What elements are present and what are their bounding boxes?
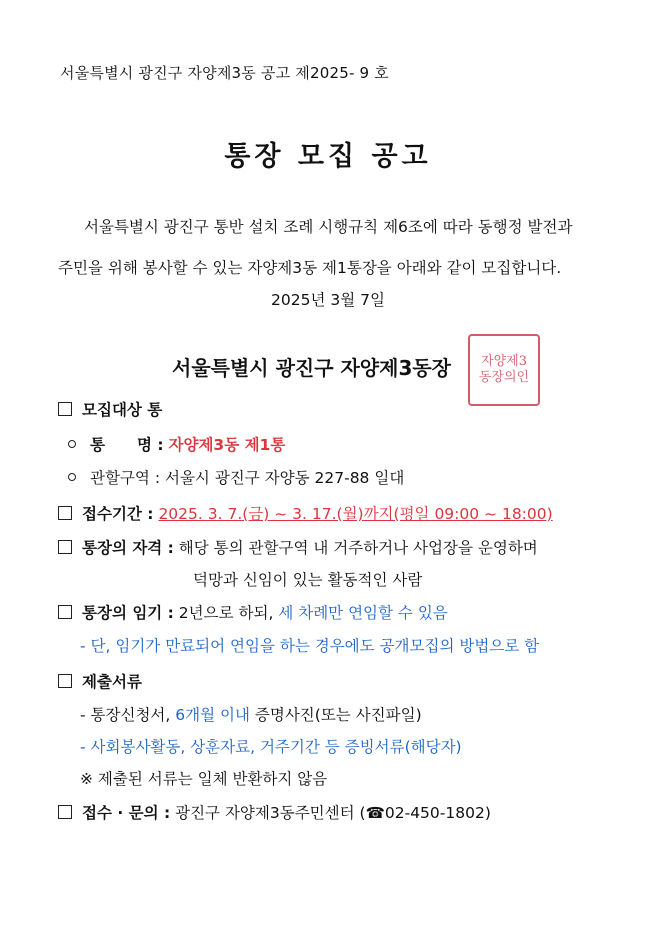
intro-line-2: 주민을 위해 봉사할 수 있는 자양제3동 제1통장을 아래와 같이 모집합니다.: [58, 259, 562, 277]
section-qualification: [58, 536, 538, 558]
documents-note: ※ 제출된 서류는 일체 반환하지 않음: [80, 770, 328, 788]
square-bullet-icon: [58, 402, 72, 416]
contact-label: 접수 · 문의 :: [82, 804, 171, 822]
term-value-b: 세 차례만 연임할 수 있음: [278, 604, 448, 622]
section-documents: [58, 670, 142, 692]
qualification-label: 통장의 자격 :: [82, 539, 174, 557]
district-value: 서울시 광진구 자양동 227-88 일대: [164, 469, 405, 487]
period-value: 2025. 3. 7.(금) ~ 3. 17.(월)까지(평일 09:00 ~ 18:00): [158, 505, 553, 523]
target-district-row: [68, 466, 404, 488]
documents-item-1: [80, 703, 422, 725]
district-label: 관할구역 :: [90, 469, 161, 487]
official-seal-stamp: [468, 334, 540, 406]
circle-bullet-icon: [68, 440, 76, 448]
documents-item-1-b: 6개월 이내: [175, 706, 250, 724]
contact-value: 광진구 자양제3동주민센터 (☎02-450-1802): [175, 804, 491, 822]
documents-label: 제출서류: [82, 673, 142, 691]
notice-number: 서울특별시 광진구 자양제3동 공고 제2025- 9 호: [60, 64, 389, 82]
term-value-a: 2년으로 하되,: [178, 604, 274, 622]
tong-label-b: 명 :: [136, 436, 164, 454]
seal-text-line-2: 동장의인: [478, 370, 530, 385]
seal-text-line-1: 자양제3: [481, 354, 527, 369]
documents-item-2: - 사회봉사활동, 상훈자료, 거주기간 등 증빙서류(해당자): [80, 738, 462, 756]
square-bullet-icon: [58, 540, 72, 554]
section-target-label: 모집대상 통: [82, 401, 163, 419]
tong-value: 자양제3동 제1통: [168, 436, 286, 454]
target-tong-row: [68, 433, 285, 455]
documents-item-1-a: - 통장신청서,: [80, 706, 171, 724]
section-contact: [58, 801, 491, 823]
intro-line-1: 서울특별시 광진구 통반 설치 조례 시행규칙 제6조에 따라 동행정 발전과: [84, 218, 573, 236]
period-label: 접수기간 :: [82, 505, 154, 523]
section-target: [58, 398, 162, 420]
section-term: [58, 601, 448, 623]
square-bullet-icon: [58, 805, 72, 819]
issuer-name: 서울특별시 광진구 자양제3동장: [172, 356, 452, 380]
square-bullet-icon: [58, 674, 72, 688]
circle-bullet-icon: [68, 473, 76, 481]
term-label: 통장의 임기 :: [82, 604, 174, 622]
term-note: - 단, 임기가 만료되어 연임을 하는 경우에도 공개모집의 방법으로 함: [80, 637, 540, 655]
square-bullet-icon: [58, 605, 72, 619]
square-bullet-icon: [58, 506, 72, 520]
qualification-line-2: 덕망과 신임이 있는 활동적인 사람: [193, 571, 423, 589]
notice-date: 2025년 3월 7일: [271, 291, 385, 309]
documents-item-1-c: 증명사진(또는 사진파일): [254, 706, 422, 724]
section-period: [58, 502, 553, 524]
qualification-line-1: 해당 통의 관할구역 내 거주하거나 사업장을 운영하며: [178, 539, 538, 557]
tong-label-a: 통: [90, 436, 105, 454]
page-title: 통장 모집 공고: [224, 141, 432, 172]
